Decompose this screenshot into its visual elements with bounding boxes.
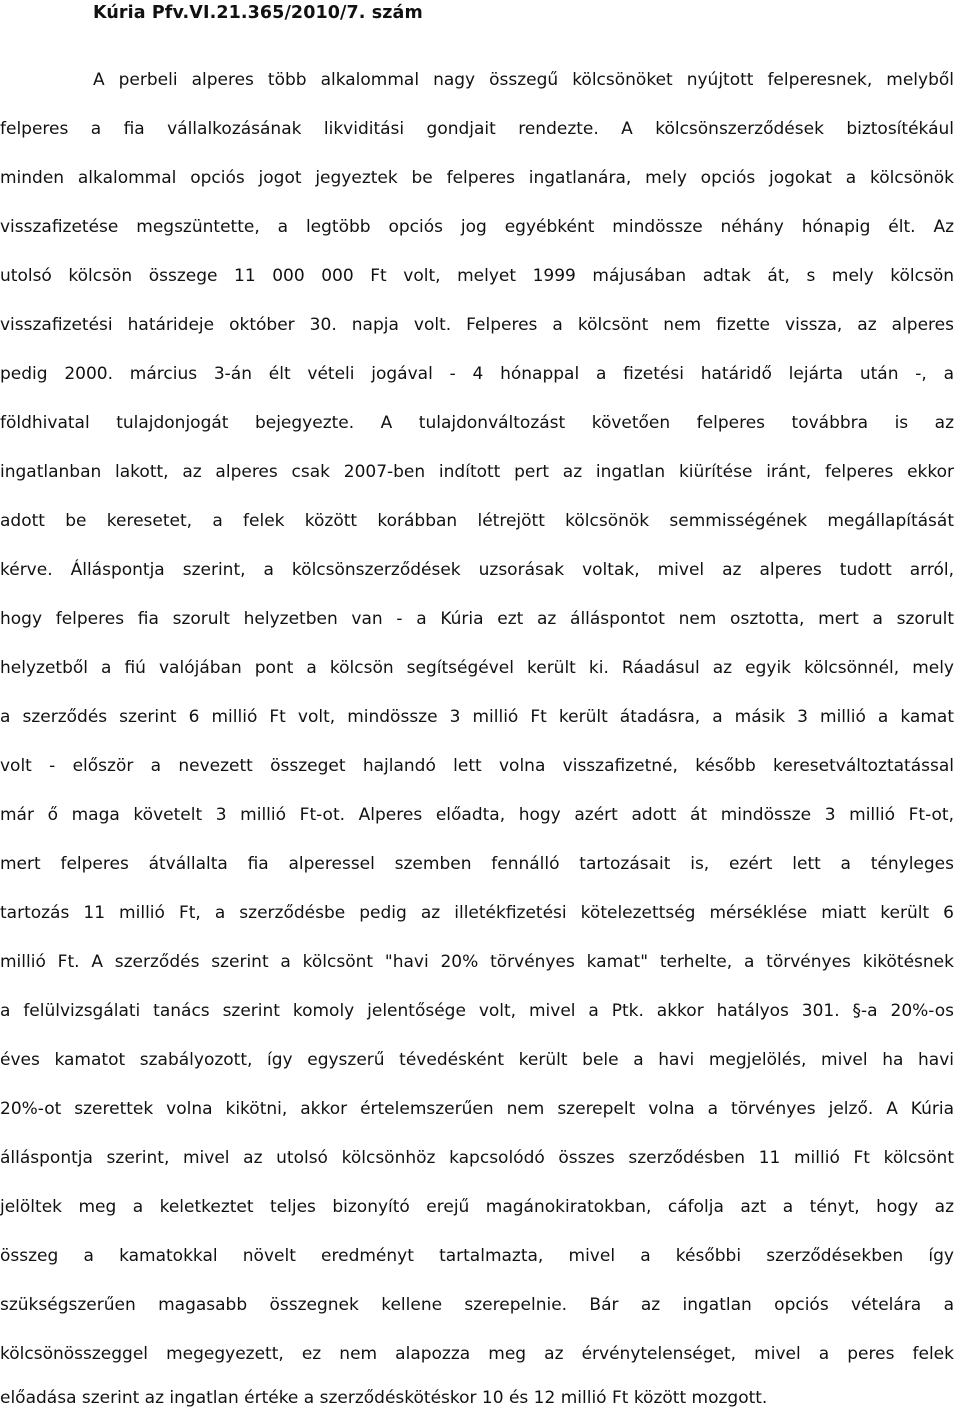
- body-line: mert felperes átvállalta fia alperessel szemben fennálló tartozásait is, ezért lett a tényleges: [0, 854, 954, 874]
- body-line: pedig 2000. március 3-án élt vételi jogával - 4 hónappal a fizetési határidő lejárta után -, a: [0, 364, 954, 384]
- body-line: ingatlanban lakott, az alperes csak 2007-ben indított pert az ingatlan kiürítése iránt, felperes ekkor: [0, 462, 954, 482]
- body-line: jelöltek meg a keletkeztet teljes bizonyító erejű magánokiratokban, cáfolja azt a tényt, hogy az: [0, 1197, 954, 1217]
- body-line: helyzetből a fiú valójában pont a kölcsön segítségével került ki. Ráadásul az egyik kölcsönnél, mely: [0, 658, 954, 678]
- body-line: minden alkalommal opciós jogot jegyeztek be felperes ingatlanára, mely opciós jogokat a kölcsönök: [0, 168, 954, 188]
- body-line: tartozás 11 millió Ft, a szerződésbe pedig az illetékfizetési kötelezettség mérséklése miatt került 6: [0, 903, 954, 923]
- body-line: előadása szerint az ingatlan értéke a szerződéskötéskor 10 és 12 millió Ft között mozgott.: [0, 1388, 768, 1408]
- body-line: visszafizetése megszüntette, a legtöbb opciós jog egyébként mindössze néhány hónapig élt. Az: [0, 217, 954, 237]
- body-line: éves kamatot szabályozott, így egyszerű tévedésként került bele a havi megjelölés, mivel ha havi: [0, 1050, 954, 1070]
- body-line: már ő maga követelt 3 millió Ft-ot. Alperes előadta, hogy azért adott át mindössze 3 millió Ft-ot,: [0, 805, 954, 825]
- body-line: visszafizetési határideje október 30. napja volt. Felperes a kölcsönt nem fizette vissza, az alperes: [0, 315, 954, 335]
- body-line: A perbeli alperes több alkalommal nagy összegű kölcsönöket nyújtott felperesnek, melyből: [93, 70, 954, 90]
- body-line: utolsó kölcsön összege 11 000 000 Ft volt, melyet 1999 májusában adtak át, s mely kölcsön: [0, 266, 954, 286]
- body-line: 20%-ot szerettek volna kikötni, akkor értelemszerűen nem szerepelt volna a törvényes jelző. A Kúria: [0, 1099, 954, 1119]
- body-line: millió Ft. A szerződés szerint a kölcsönt "havi 20% törvényes kamat" terhelte, a törvényes kikötésnek: [0, 952, 954, 972]
- body-line: kérve. Álláspontja szerint, a kölcsönszerződések uzsorásak voltak, mivel az alperes tudott arról,: [0, 560, 954, 580]
- body-line: hogy felperes fia szorult helyzetben van - a Kúria ezt az álláspontot nem osztotta, mert a szorult: [0, 609, 954, 629]
- body-line: kölcsönösszeggel megegyezett, ez nem alapozza meg az érvénytelenséget, mivel a peres felek: [0, 1344, 954, 1364]
- body-line: felperes a fia vállalkozásának likviditási gondjait rendezte. A kölcsönszerződések biztosítékául: [0, 119, 954, 139]
- body-line: álláspontja szerint, mivel az utolsó kölcsönhöz kapcsolódó összes szerződésben 11 millió Ft kölcsönt: [0, 1148, 954, 1168]
- body-line: földhivatal tulajdonjogát bejegyezte. A tulajdonváltozást követően felperes továbbra is az: [0, 413, 954, 433]
- body-line: a szerződés szerint 6 millió Ft volt, mindössze 3 millió Ft került átadásra, a másik 3 millió a kamat: [0, 707, 954, 727]
- body-line: a felülvizsgálati tanács szerint komoly jelentősége volt, mivel a Ptk. akkor hatályos 301. §-a 20%-os: [0, 1001, 954, 1021]
- document-title: Kúria Pfv.VI.21.365/2010/7. szám: [93, 3, 423, 23]
- body-line: összeg a kamatokkal növelt eredményt tartalmazta, mivel a későbbi szerződésekben így: [0, 1246, 954, 1266]
- body-line: adott be keresetet, a felek között korábban létrejött kölcsönök semmisségének megállapítását: [0, 511, 954, 531]
- body-line: szükségszerűen magasabb összegnek kellene szerepelnie. Bár az ingatlan opciós vételára a: [0, 1295, 954, 1315]
- body-line: volt - először a nevezett összeget hajlandó lett volna visszafizetné, később keresetváltoztatással: [0, 756, 954, 776]
